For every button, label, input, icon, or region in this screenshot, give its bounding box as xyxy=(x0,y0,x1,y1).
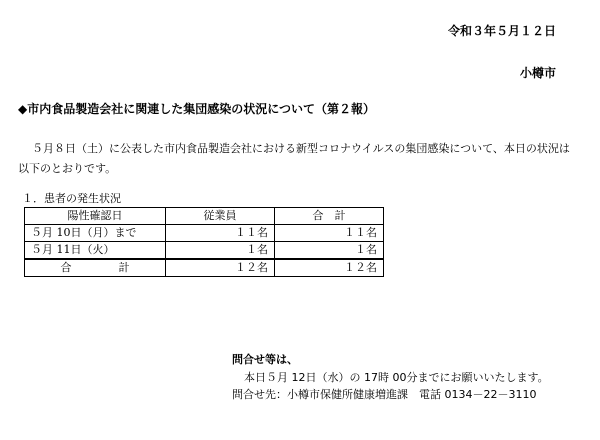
total-employees: １２名 xyxy=(166,259,275,277)
header-employees: 従業員 xyxy=(166,208,275,225)
header-total: 合 計 xyxy=(275,208,384,225)
table-row xyxy=(25,225,384,242)
row-total: １１名 xyxy=(275,225,384,242)
row-date: ５月 11日（火） xyxy=(25,242,166,260)
inquiry-deadline: 本日５月 12日（水）の 17時 00分までにお願いいたします。 xyxy=(244,371,549,384)
body-paragraph: ５月８日（土）に公表した市内食品製造会社における新型コロナウイルスの集団感染について、本日の状況は以下のとおりです。 xyxy=(18,142,570,175)
document-date: 令和３年５月１２日 xyxy=(447,24,556,38)
issuing-organization: 小樽市 xyxy=(519,66,556,80)
document-title: ◆市内食品製造会社に関連した集団感染の状況について（第２報） xyxy=(18,102,375,116)
row-total: １名 xyxy=(275,242,384,260)
patient-status-table xyxy=(24,207,384,277)
table-row xyxy=(25,242,384,260)
header-confirmation-date: 陽性確認日 xyxy=(25,208,166,225)
row-employees: １１名 xyxy=(166,225,275,242)
total-label: 合 計 xyxy=(25,259,166,277)
inquiry-contact: 問合せ先：小樽市保健所健康増進課 電話 0134－22－3110 xyxy=(232,388,537,401)
table-header-row xyxy=(25,208,384,225)
row-date: ５月 10日（月）まで xyxy=(25,225,166,242)
table-total-row xyxy=(25,259,384,277)
inquiry-heading: 問合せ等は、 xyxy=(232,353,298,366)
total-overall: １２名 xyxy=(275,259,384,277)
row-employees: １名 xyxy=(166,242,275,260)
section-heading: １．患者の発生状況 xyxy=(22,192,121,205)
